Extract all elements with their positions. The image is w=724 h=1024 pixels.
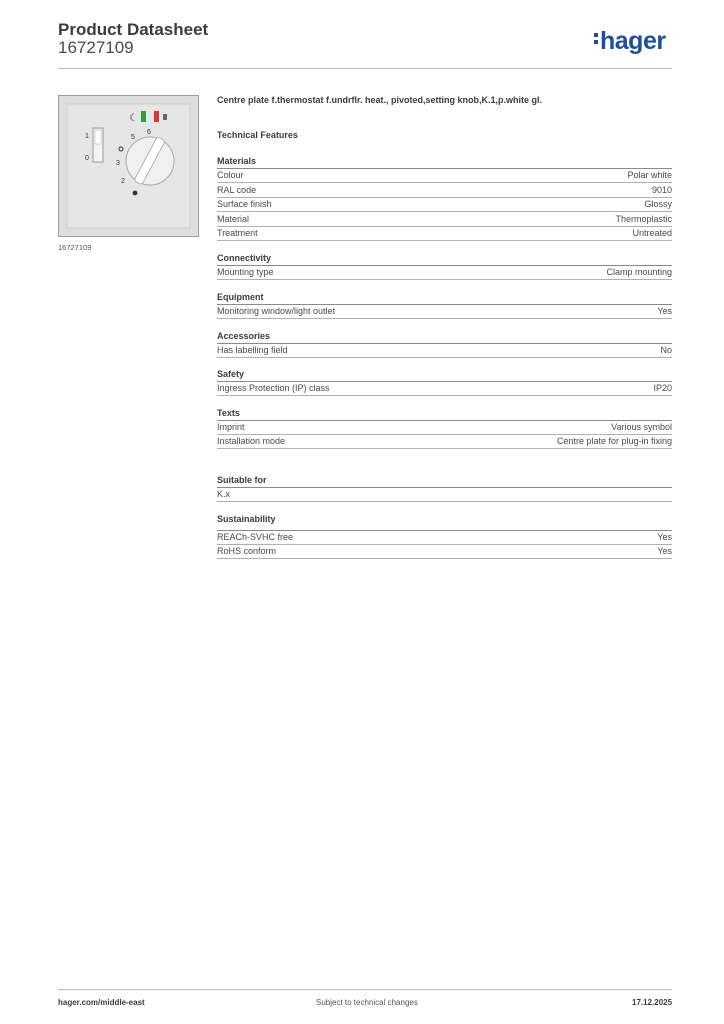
spec-value: Yes	[657, 532, 672, 542]
spec-row	[217, 266, 672, 280]
spec-value: 9010	[651, 185, 672, 195]
product-image	[58, 95, 199, 237]
spec-key: Colour	[217, 170, 244, 180]
technical-features-heading: Technical Features	[217, 130, 298, 140]
spec-key: Has labelling field	[217, 345, 288, 355]
sun-icon	[163, 114, 167, 120]
spec-row	[217, 169, 672, 183]
scale-label-3: 3	[116, 160, 120, 167]
spec-row	[217, 421, 672, 435]
spec-key: Surface finish	[217, 199, 272, 209]
spec-row	[217, 531, 672, 545]
green-indicator	[141, 111, 146, 122]
section-title-materials: Materials	[217, 156, 257, 166]
red-indicator	[154, 111, 159, 122]
footer-date: 17.12.2025	[632, 998, 673, 1007]
spec-value: Thermoplastic	[615, 214, 672, 224]
spec-key: Material	[217, 214, 250, 224]
spec-key: REACh-SVHC free	[217, 532, 294, 542]
section-title-texts: Texts	[217, 408, 240, 418]
spec-value: Centre plate for plug-in fixing	[556, 436, 672, 446]
spec-key: RoHS conform	[217, 546, 277, 556]
footer-divider	[58, 989, 672, 990]
spec-key: Ingress Protection (IP) class	[217, 383, 330, 393]
spec-key: Treatment	[217, 228, 258, 238]
spec-key: Installation mode	[217, 436, 286, 446]
spec-row	[217, 344, 672, 358]
page-title: Product Datasheet	[58, 20, 209, 39]
product-number: 16727109	[58, 38, 134, 57]
spec-row	[217, 184, 672, 198]
section-title-accessories: Accessories	[217, 331, 271, 341]
image-caption: 16727109	[58, 243, 92, 252]
spec-row	[217, 435, 672, 449]
spec-value: Clamp mounting	[606, 267, 672, 277]
section-title-equipment: Equipment	[217, 292, 264, 302]
spec-key: Mounting type	[217, 267, 274, 277]
spec-key: Monitoring window/light outlet	[217, 306, 336, 316]
spec-value: Various symbol	[611, 422, 672, 432]
spec-key: RAL code	[217, 185, 257, 195]
scale-label-5: 5	[131, 134, 135, 141]
logo-dots	[594, 30, 598, 47]
spec-value: IP20	[653, 383, 672, 393]
hager-logo	[594, 27, 666, 56]
spec-row	[217, 305, 672, 319]
header-divider	[58, 68, 672, 69]
scale-label-2: 2	[121, 178, 125, 185]
spec-row	[217, 198, 672, 212]
section-title-safety: Safety	[217, 369, 245, 379]
spec-key: K.x	[217, 489, 231, 499]
section-title-sustainability: Sustainability	[217, 514, 276, 524]
spec-value: No	[660, 345, 672, 355]
footer-notice: Subject to technical changes	[316, 998, 418, 1007]
spec-value: Polar white	[627, 170, 672, 180]
spec-row	[217, 382, 672, 396]
moon-icon: ☾	[129, 113, 138, 124]
switch-label-1: 1	[85, 133, 89, 140]
spec-row	[217, 488, 672, 502]
spec-row	[217, 227, 672, 241]
switch-label-0: 0	[85, 155, 89, 162]
spec-row	[217, 545, 672, 559]
spec-value: Untreated	[632, 228, 672, 238]
section-title-connectivity: Connectivity	[217, 253, 272, 263]
spec-value: Yes	[657, 546, 672, 556]
spec-value: Glossy	[644, 199, 672, 209]
scale-label-6: 6	[147, 129, 151, 136]
logo-text: hager	[600, 27, 666, 55]
section-title-suitable-for: Suitable for	[217, 475, 267, 485]
spec-key: Imprint	[217, 422, 245, 432]
product-description: Centre plate f.thermostat f.undrflr. heat., pivoted,setting knob,K.1,p.white gl.	[217, 95, 543, 105]
footer-website: hager.com/middle-east	[58, 998, 145, 1007]
spec-value: Yes	[657, 306, 672, 316]
spec-row	[217, 213, 672, 227]
